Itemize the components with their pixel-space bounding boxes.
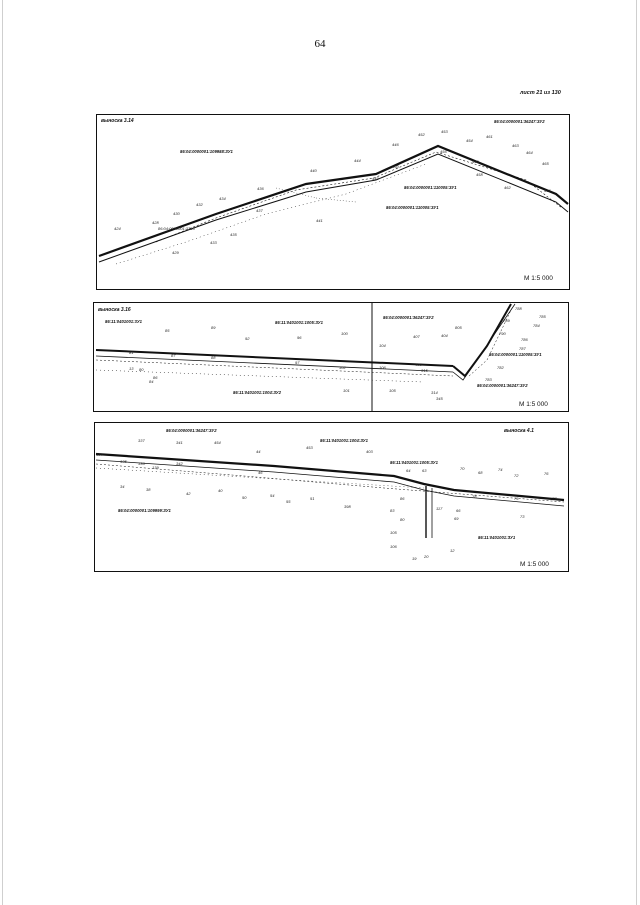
point-label: 786 — [521, 337, 528, 342]
point-label: 789 — [503, 318, 510, 323]
cadastral-label: 86:04:0000001:3396 — [158, 226, 195, 231]
point-label: 106 — [390, 544, 397, 549]
map-scale: М 1:5 000 — [524, 275, 553, 282]
point-label: 436 — [257, 186, 264, 191]
point-label: 785 — [539, 314, 546, 319]
point-label: 464 — [526, 150, 533, 155]
point-label: 34 — [120, 484, 125, 489]
map-scale: М 1:5 000 — [520, 561, 549, 568]
point-label: 78 — [472, 494, 477, 499]
cadastral-label: 86:04:0000001:36247:ЗУ2 — [383, 315, 434, 320]
point-label: 783 — [485, 377, 492, 382]
point-label: 440 — [310, 168, 317, 173]
point-label: 461 — [486, 134, 493, 139]
point-label: 38 — [146, 487, 151, 492]
point-label: 428 — [152, 220, 159, 225]
cadastral-label: 86:11:0401001:1005:ЗУ1 — [275, 320, 323, 325]
point-label: 105 — [389, 388, 396, 393]
point-label: 407 — [413, 334, 420, 339]
point-label: 44 — [256, 449, 261, 454]
point-label: 136 — [138, 461, 145, 466]
point-label: 77 — [552, 496, 557, 501]
point-label: 89 — [211, 325, 216, 330]
point-label: 139 — [152, 465, 159, 470]
point-label: 75 — [514, 496, 519, 501]
point-label: 429 — [172, 250, 179, 255]
point-label: 87 — [171, 353, 176, 358]
point-label: 134 — [96, 452, 103, 457]
point-label: 96 — [297, 335, 302, 340]
point-label: 790 — [499, 331, 506, 336]
point-label: 55 — [286, 499, 291, 504]
cadastral-label: 86:04:0000001:110005:ЗУ1 — [489, 352, 542, 357]
point-label: 64 — [406, 468, 411, 473]
cadastral-label: 86:04:0000001:36247:ЗУ2 — [166, 428, 217, 433]
inset-title: выноска 3.16 — [98, 307, 131, 313]
inset-3-16 — [93, 302, 569, 412]
inset-title: выноска 4.1 — [504, 428, 534, 434]
point-label: 404 — [441, 333, 448, 338]
point-label: 74 — [498, 467, 503, 472]
point-label: 458 — [476, 172, 483, 177]
cadastral-label: 86:11:0401001:ЗУ1 — [478, 535, 516, 540]
point-label: 805 — [455, 325, 462, 330]
point-label: 337 — [138, 438, 145, 443]
cadastral-label: 86:04:0000001:109999:ЗУ1 — [118, 508, 171, 513]
point-label: 398 — [344, 504, 351, 509]
point-label: 449 — [372, 176, 379, 181]
point-label: 81 — [129, 350, 134, 355]
point-label: 73 — [520, 514, 525, 519]
point-label: 46 — [258, 470, 263, 475]
point-label: 76 — [544, 471, 549, 476]
sheet-counter: лист 21 из 130 — [520, 90, 561, 96]
point-label: 453 — [306, 445, 313, 450]
point-label: 19 — [412, 556, 417, 561]
point-label: 80 — [400, 517, 405, 522]
point-label: 20 — [424, 554, 429, 559]
point-label: 342 — [176, 461, 183, 466]
point-label: 50 — [242, 495, 247, 500]
point-label: 462 — [504, 185, 511, 190]
point-label: 432 — [196, 202, 203, 207]
inset-title: выноска 3.14 — [101, 118, 134, 124]
point-label: 51 — [310, 496, 315, 501]
point-label: 454 — [214, 440, 221, 445]
left-scan-edge — [2, 0, 3, 905]
point-label: 40 — [218, 488, 223, 493]
point-label: 345 — [436, 396, 443, 401]
point-label: 314 — [431, 390, 438, 395]
point-label: 782 — [497, 365, 504, 370]
point-label: 106 — [379, 365, 386, 370]
point-label: 117 — [436, 506, 443, 511]
inset-4-1 — [94, 422, 569, 572]
point-label: 441 — [316, 218, 323, 223]
point-label: 69 — [454, 516, 459, 521]
point-label: 460 — [472, 159, 479, 164]
point-label: 403 — [366, 449, 373, 454]
point-label: 97 — [295, 360, 300, 365]
map-scale: М 1:5 000 — [519, 401, 548, 408]
point-label: 430 — [173, 211, 180, 216]
point-label: 456 — [440, 149, 447, 154]
point-label: 450 — [392, 164, 399, 169]
point-label: 63 — [422, 468, 427, 473]
point-label: 54 — [270, 493, 275, 498]
point-label: 100 — [341, 331, 348, 336]
point-label: 463 — [512, 143, 519, 148]
cadastral-label: 86:04:0000001:110005:ЗУ1 — [386, 205, 439, 210]
point-label: 13 — [129, 366, 134, 371]
point-label: 433 — [210, 240, 217, 245]
point-label: 784 — [533, 323, 540, 328]
cadastral-label: 86:11:0401001:1004:ЗУ2 — [233, 390, 281, 395]
point-label: 424 — [114, 226, 121, 231]
point-label: 437 — [256, 208, 263, 213]
point-label: 435 — [230, 232, 237, 237]
inset-3-14 — [96, 114, 570, 290]
cadastral-label: 86:04:0000001:110005:ЗУ1 — [404, 185, 457, 190]
point-label: 102 — [339, 365, 346, 370]
point-label: 84 — [149, 379, 154, 384]
point-label: 446 — [392, 142, 399, 147]
point-label: 453 — [441, 129, 448, 134]
cadastral-label: 86:11:0401001:1005:ЗУ1 — [390, 460, 438, 465]
point-label: 70 — [460, 466, 465, 471]
point-label: 104 — [379, 343, 386, 348]
point-label: 88 — [211, 355, 216, 360]
point-label: 788 — [515, 306, 522, 311]
point-label: 434 — [219, 196, 226, 201]
point-label: 83 — [390, 508, 395, 513]
point-label: 465 — [542, 161, 549, 166]
cadastral-label: 86:11:0401001:3У1 — [105, 319, 142, 324]
cadastral-label: 86:04:0000001:109988:ЗУ1 — [180, 149, 233, 154]
point-label: 341 — [176, 440, 183, 445]
point-label: 105 — [390, 530, 397, 535]
point-label: 787 — [519, 346, 526, 351]
point-label: 72 — [514, 473, 519, 478]
point-label: 135 — [120, 459, 127, 464]
cadastral-label: 86:04:0000001:36247:ЗУ2 — [494, 119, 545, 124]
point-label: 85 — [165, 328, 170, 333]
point-label: 315 — [421, 368, 428, 373]
point-label: 101 — [343, 388, 350, 393]
cadastral-label: 86:11:0401001:1004:ЗУ1 — [320, 438, 368, 443]
point-label: 80 — [139, 367, 144, 372]
point-label: 86 — [400, 496, 405, 501]
point-label: 12 — [450, 548, 455, 553]
point-label: 86 — [153, 375, 158, 380]
point-label: 403 — [415, 362, 422, 367]
point-label: 68 — [478, 470, 483, 475]
right-scan-edge — [636, 0, 637, 905]
point-label: 92 — [245, 336, 250, 341]
cadastral-label: 86:04:0000001:36247:ЗУ2 — [477, 383, 528, 388]
point-label: 42 — [186, 491, 191, 496]
point-label: 444 — [354, 158, 361, 163]
point-label: 66 — [456, 508, 461, 513]
point-label: 466 — [544, 188, 551, 193]
page-number: 64 — [314, 38, 326, 50]
point-label: 454 — [466, 138, 473, 143]
point-label: 452 — [418, 132, 425, 137]
